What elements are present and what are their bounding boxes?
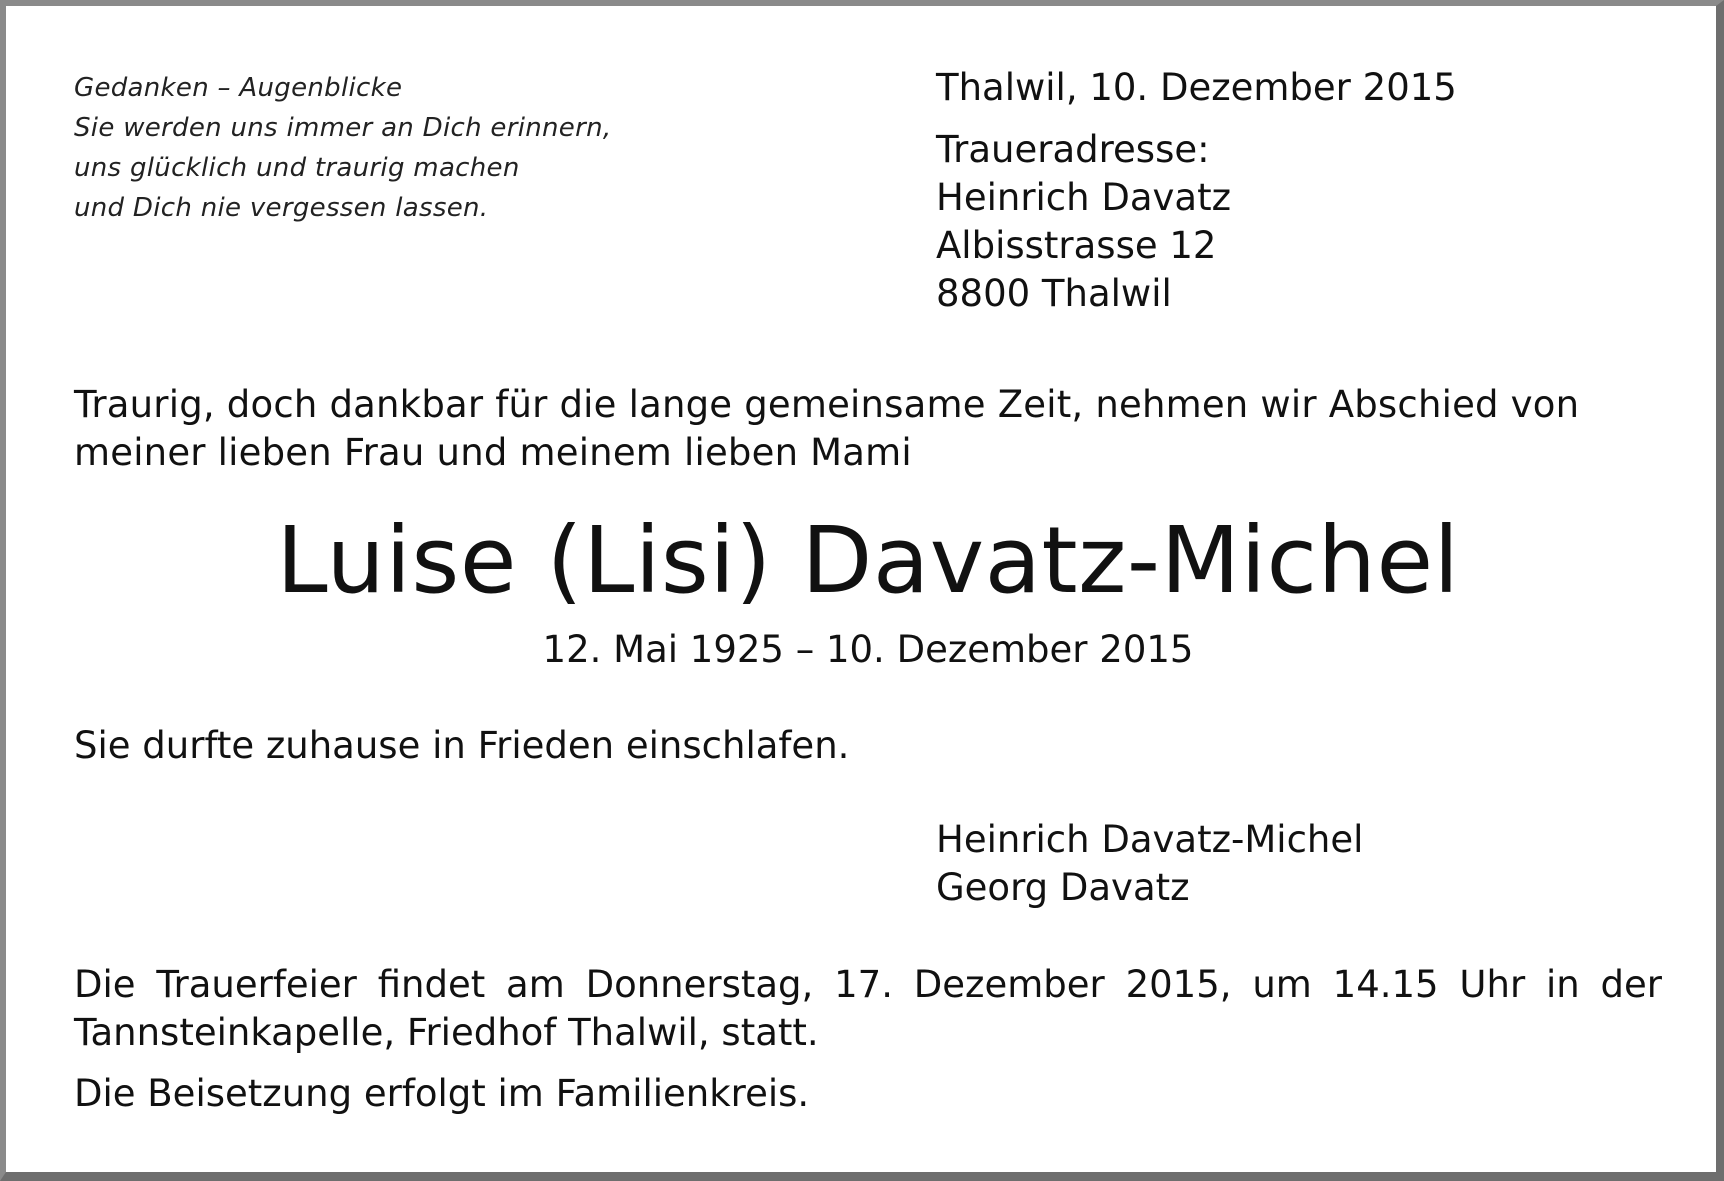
- address-line: Heinrich Davatz: [936, 176, 1232, 219]
- poem-line: uns glücklich und traurig machen: [74, 153, 520, 183]
- signers: [936, 816, 1676, 912]
- signer-name: Georg Davatz: [936, 866, 1190, 909]
- poem-line: Sie werden uns immer an Dich erinnern,: [74, 113, 612, 143]
- ceremony-text: Die Trauerfeier findet am Donnerstag, 17. Dezember 2015, um 14.15 Uhr in der Tannsteinkapelle, Friedhof Thalwil, statt.: [74, 963, 1662, 1054]
- intro-text: Traurig, doch dankbar für die lange gemeinsame Zeit, nehmen wir Abschied von meiner lieben Frau und meinem lieben Mami: [74, 383, 1580, 474]
- poem-line: Gedanken – Augenblicke: [74, 73, 403, 103]
- address-label: Traueradresse:: [936, 128, 1210, 171]
- address-line: Albisstrasse 12: [936, 224, 1217, 267]
- address-line: 8800 Thalwil: [936, 272, 1172, 315]
- passing-text: Sie durfte zuhause in Frieden einschlafen.: [74, 724, 850, 767]
- signer-name: Heinrich Davatz-Michel: [936, 818, 1364, 861]
- deceased-name: Luise (Lisi) Davatz-Michel: [276, 507, 1460, 614]
- mourning-address: [936, 126, 1676, 318]
- memorial-poem: [74, 68, 714, 228]
- place-date: Thalwil, 10. Dezember 2015: [936, 66, 1457, 109]
- poem-line: und Dich nie vergessen lassen.: [74, 193, 489, 223]
- life-dates: 12. Mai 1925 – 10. Dezember 2015: [542, 628, 1194, 671]
- burial-text: Die Beisetzung erfolgt im Familienkreis.: [74, 1072, 810, 1115]
- header-right-column: [936, 64, 1676, 318]
